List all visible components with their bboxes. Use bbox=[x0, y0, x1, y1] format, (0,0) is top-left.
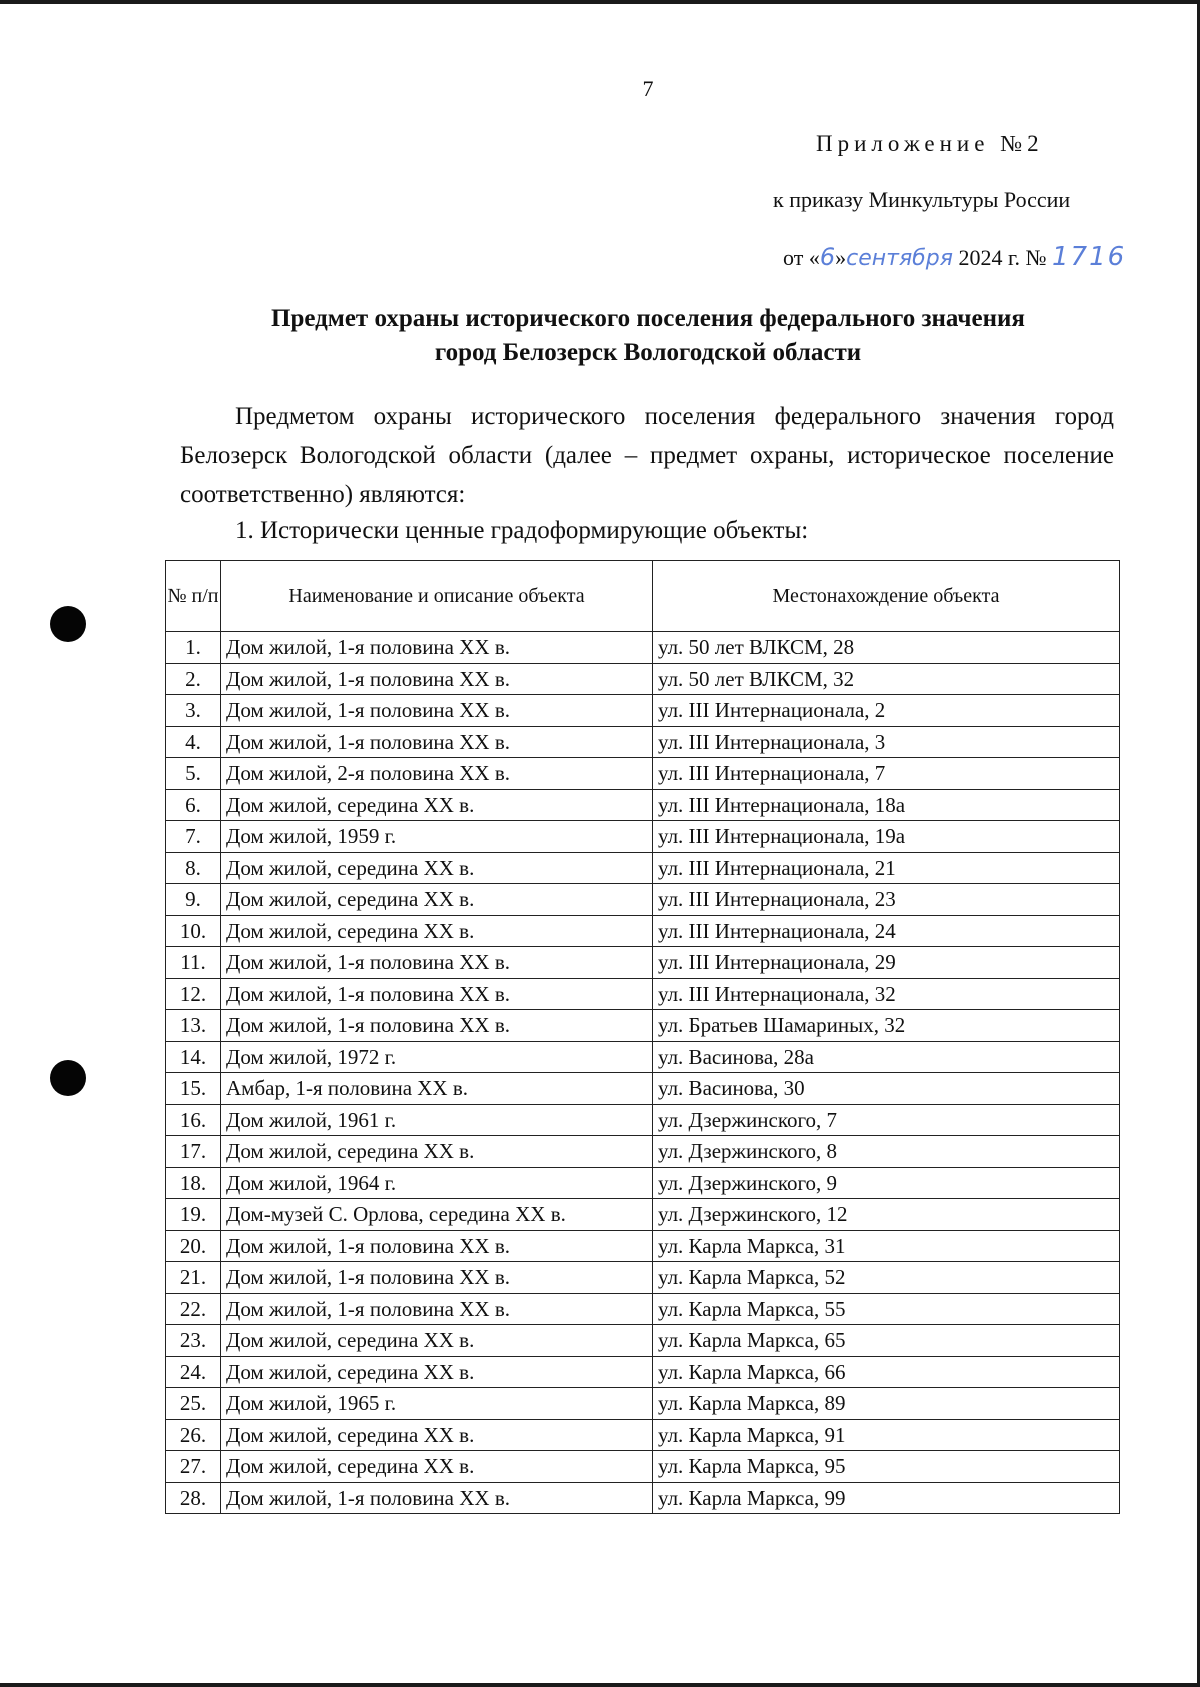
row-number: 5. bbox=[166, 758, 221, 790]
object-name: Дом жилой, 1-я половина XX в. bbox=[221, 1230, 653, 1262]
object-location: ул. Дзержинского, 7 bbox=[653, 1104, 1120, 1136]
order-date-line bbox=[783, 242, 1126, 272]
handwritten-day: 6 bbox=[819, 243, 836, 271]
object-name: Дом жилой, 2-я половина XX в. bbox=[221, 758, 653, 790]
object-name: Дом жилой, 1961 г. bbox=[221, 1104, 653, 1136]
object-name: Дом жилой, 1-я половина XX в. bbox=[221, 1482, 653, 1514]
title-line: Предмет охраны исторического поселения федерального значения bbox=[271, 305, 1025, 332]
row-number: 27. bbox=[166, 1451, 221, 1483]
table-row bbox=[166, 1451, 1120, 1483]
object-name: Дом жилой, середина XX в. bbox=[221, 1419, 653, 1451]
date-year: 2024 г. № bbox=[952, 245, 1052, 270]
document-title bbox=[150, 302, 1146, 370]
object-name: Дом жилой, 1-я половина XX в. bbox=[221, 1262, 653, 1294]
object-name: Дом жилой, середина XX в. bbox=[221, 1356, 653, 1388]
objects-table bbox=[165, 560, 1120, 1514]
row-number: 15. bbox=[166, 1073, 221, 1105]
object-name: Дом жилой, 1972 г. bbox=[221, 1041, 653, 1073]
object-location: ул. Васинова, 30 bbox=[653, 1073, 1120, 1105]
table-row bbox=[166, 1419, 1120, 1451]
table-row bbox=[166, 1262, 1120, 1294]
object-name: Дом жилой, 1-я половина XX в. bbox=[221, 947, 653, 979]
appendix-label: Приложение №2 bbox=[816, 131, 1044, 156]
object-name: Дом жилой, 1-я половина XX в. bbox=[221, 978, 653, 1010]
table-row bbox=[166, 695, 1120, 727]
header-name: Наименование и описание объекта bbox=[221, 561, 653, 632]
row-number: 1. bbox=[166, 632, 221, 664]
section-heading: 1. Исторически ценные градоформирующие объекты: bbox=[235, 517, 809, 544]
header-number: № п/п bbox=[166, 561, 221, 632]
object-location: ул. III Интернационала, 19а bbox=[653, 821, 1120, 853]
object-location: ул. III Интернационала, 32 bbox=[653, 978, 1120, 1010]
row-number: 17. bbox=[166, 1136, 221, 1168]
punch-hole bbox=[50, 606, 86, 642]
row-number: 21. bbox=[166, 1262, 221, 1294]
object-name: Амбар, 1-я половина XX в. bbox=[221, 1073, 653, 1105]
row-number: 16. bbox=[166, 1104, 221, 1136]
table-row bbox=[166, 1388, 1120, 1420]
object-location: ул. Карла Маркса, 65 bbox=[653, 1325, 1120, 1357]
object-name: Дом жилой, 1964 г. bbox=[221, 1167, 653, 1199]
row-number: 25. bbox=[166, 1388, 221, 1420]
object-location: ул. III Интернационала, 2 bbox=[653, 695, 1120, 727]
scan-edge-top bbox=[0, 0, 1200, 4]
row-number: 18. bbox=[166, 1167, 221, 1199]
handwritten-month: сентября bbox=[846, 246, 953, 271]
table-row bbox=[166, 632, 1120, 664]
order-reference: к приказу Минкультуры России bbox=[773, 187, 1071, 212]
table-row bbox=[166, 947, 1120, 979]
table-header-row bbox=[166, 561, 1120, 632]
row-number: 19. bbox=[166, 1199, 221, 1231]
object-name: Дом жилой, середина XX в. bbox=[221, 1136, 653, 1168]
handwritten-order-number: 1716 bbox=[1052, 242, 1127, 272]
table-row bbox=[166, 1356, 1120, 1388]
object-location: ул. Братьев Шамариных, 32 bbox=[653, 1010, 1120, 1042]
table-row bbox=[166, 1167, 1120, 1199]
table-row bbox=[166, 1104, 1120, 1136]
table-row bbox=[166, 1010, 1120, 1042]
object-location: ул. Карла Маркса, 31 bbox=[653, 1230, 1120, 1262]
object-location: ул. Карла Маркса, 89 bbox=[653, 1388, 1120, 1420]
title-line: город Белозерск Вологодской области bbox=[434, 339, 862, 366]
table-row bbox=[166, 1325, 1120, 1357]
table-row bbox=[166, 915, 1120, 947]
table-row bbox=[166, 1293, 1120, 1325]
row-number: 8. bbox=[166, 852, 221, 884]
object-location: ул. Карла Маркса, 99 bbox=[653, 1482, 1120, 1514]
object-name: Дом жилой, середина XX в. bbox=[221, 915, 653, 947]
table-row bbox=[166, 852, 1120, 884]
row-number: 13. bbox=[166, 1010, 221, 1042]
row-number: 23. bbox=[166, 1325, 221, 1357]
table-row bbox=[166, 1136, 1120, 1168]
table-row bbox=[166, 821, 1120, 853]
object-location: ул. Карла Маркса, 55 bbox=[653, 1293, 1120, 1325]
object-location: ул. III Интернационала, 3 bbox=[653, 726, 1120, 758]
table-row bbox=[166, 663, 1120, 695]
object-name: Дом жилой, 1-я половина XX в. bbox=[221, 695, 653, 727]
scan-edge-bottom bbox=[0, 1683, 1200, 1687]
table-row bbox=[166, 1230, 1120, 1262]
object-location: ул. III Интернационала, 7 bbox=[653, 758, 1120, 790]
object-name: Дом жилой, 1-я половина XX в. bbox=[221, 632, 653, 664]
object-location: ул. III Интернационала, 21 bbox=[653, 852, 1120, 884]
table-row bbox=[166, 884, 1120, 916]
object-name: Дом жилой, 1-я половина XX в. bbox=[221, 1010, 653, 1042]
object-name: Дом жилой, 1-я половина XX в. bbox=[221, 663, 653, 695]
table-row bbox=[166, 1041, 1120, 1073]
table-row bbox=[166, 978, 1120, 1010]
object-name: Дом жилой, 1-я половина XX в. bbox=[221, 1293, 653, 1325]
object-location: ул. III Интернационала, 23 bbox=[653, 884, 1120, 916]
row-number: 12. bbox=[166, 978, 221, 1010]
object-location: ул. 50 лет ВЛКСМ, 28 bbox=[653, 632, 1120, 664]
object-name: Дом жилой, середина XX в. bbox=[221, 1451, 653, 1483]
row-number: 22. bbox=[166, 1293, 221, 1325]
object-name: Дом жилой, 1959 г. bbox=[221, 821, 653, 853]
date-mid: » bbox=[835, 245, 847, 270]
intro-paragraph: Предметом охраны исторического поселения федерального значения город Белозерск Вологодской области (далее – предмет охраны, историческое поселение соответственно) являются: bbox=[180, 403, 1114, 508]
row-number: 14. bbox=[166, 1041, 221, 1073]
object-location: ул. Карла Маркса, 91 bbox=[653, 1419, 1120, 1451]
object-location: ул. Карла Маркса, 66 bbox=[653, 1356, 1120, 1388]
object-location: ул. Дзержинского, 8 bbox=[653, 1136, 1120, 1168]
row-number: 3. bbox=[166, 695, 221, 727]
table-row bbox=[166, 726, 1120, 758]
page-number: 7 bbox=[642, 76, 654, 101]
object-location: ул. Карла Маркса, 95 bbox=[653, 1451, 1120, 1483]
object-name: Дом жилой, середина XX в. bbox=[221, 789, 653, 821]
row-number: 28. bbox=[166, 1482, 221, 1514]
object-name: Дом-музей С. Орлова, середина XX в. bbox=[221, 1199, 653, 1231]
table-row bbox=[166, 1199, 1120, 1231]
object-location: ул. Дзержинского, 12 bbox=[653, 1199, 1120, 1231]
table-row bbox=[166, 758, 1120, 790]
row-number: 6. bbox=[166, 789, 221, 821]
object-name: Дом жилой, 1-я половина XX в. bbox=[221, 726, 653, 758]
row-number: 26. bbox=[166, 1419, 221, 1451]
object-location: ул. Карла Маркса, 52 bbox=[653, 1262, 1120, 1294]
object-location: ул. III Интернационала, 29 bbox=[653, 947, 1120, 979]
row-number: 9. bbox=[166, 884, 221, 916]
object-name: Дом жилой, середина XX в. bbox=[221, 1325, 653, 1357]
object-name: Дом жилой, середина XX в. bbox=[221, 884, 653, 916]
object-location: ул. Дзержинского, 9 bbox=[653, 1167, 1120, 1199]
row-number: 4. bbox=[166, 726, 221, 758]
object-location: ул. 50 лет ВЛКСМ, 32 bbox=[653, 663, 1120, 695]
table-row bbox=[166, 1073, 1120, 1105]
row-number: 7. bbox=[166, 821, 221, 853]
row-number: 24. bbox=[166, 1356, 221, 1388]
object-location: ул. Васинова, 28а bbox=[653, 1041, 1120, 1073]
object-location: ул. III Интернационала, 24 bbox=[653, 915, 1120, 947]
punch-hole bbox=[50, 1060, 86, 1096]
header-location: Местонахождение объекта bbox=[653, 561, 1120, 632]
table-row bbox=[166, 1482, 1120, 1514]
row-number: 11. bbox=[166, 947, 221, 979]
object-name: Дом жилой, середина XX в. bbox=[221, 852, 653, 884]
date-prefix: от « bbox=[783, 245, 820, 270]
object-location: ул. III Интернационала, 18а bbox=[653, 789, 1120, 821]
row-number: 10. bbox=[166, 915, 221, 947]
object-name: Дом жилой, 1965 г. bbox=[221, 1388, 653, 1420]
table-row bbox=[166, 789, 1120, 821]
row-number: 20. bbox=[166, 1230, 221, 1262]
row-number: 2. bbox=[166, 663, 221, 695]
